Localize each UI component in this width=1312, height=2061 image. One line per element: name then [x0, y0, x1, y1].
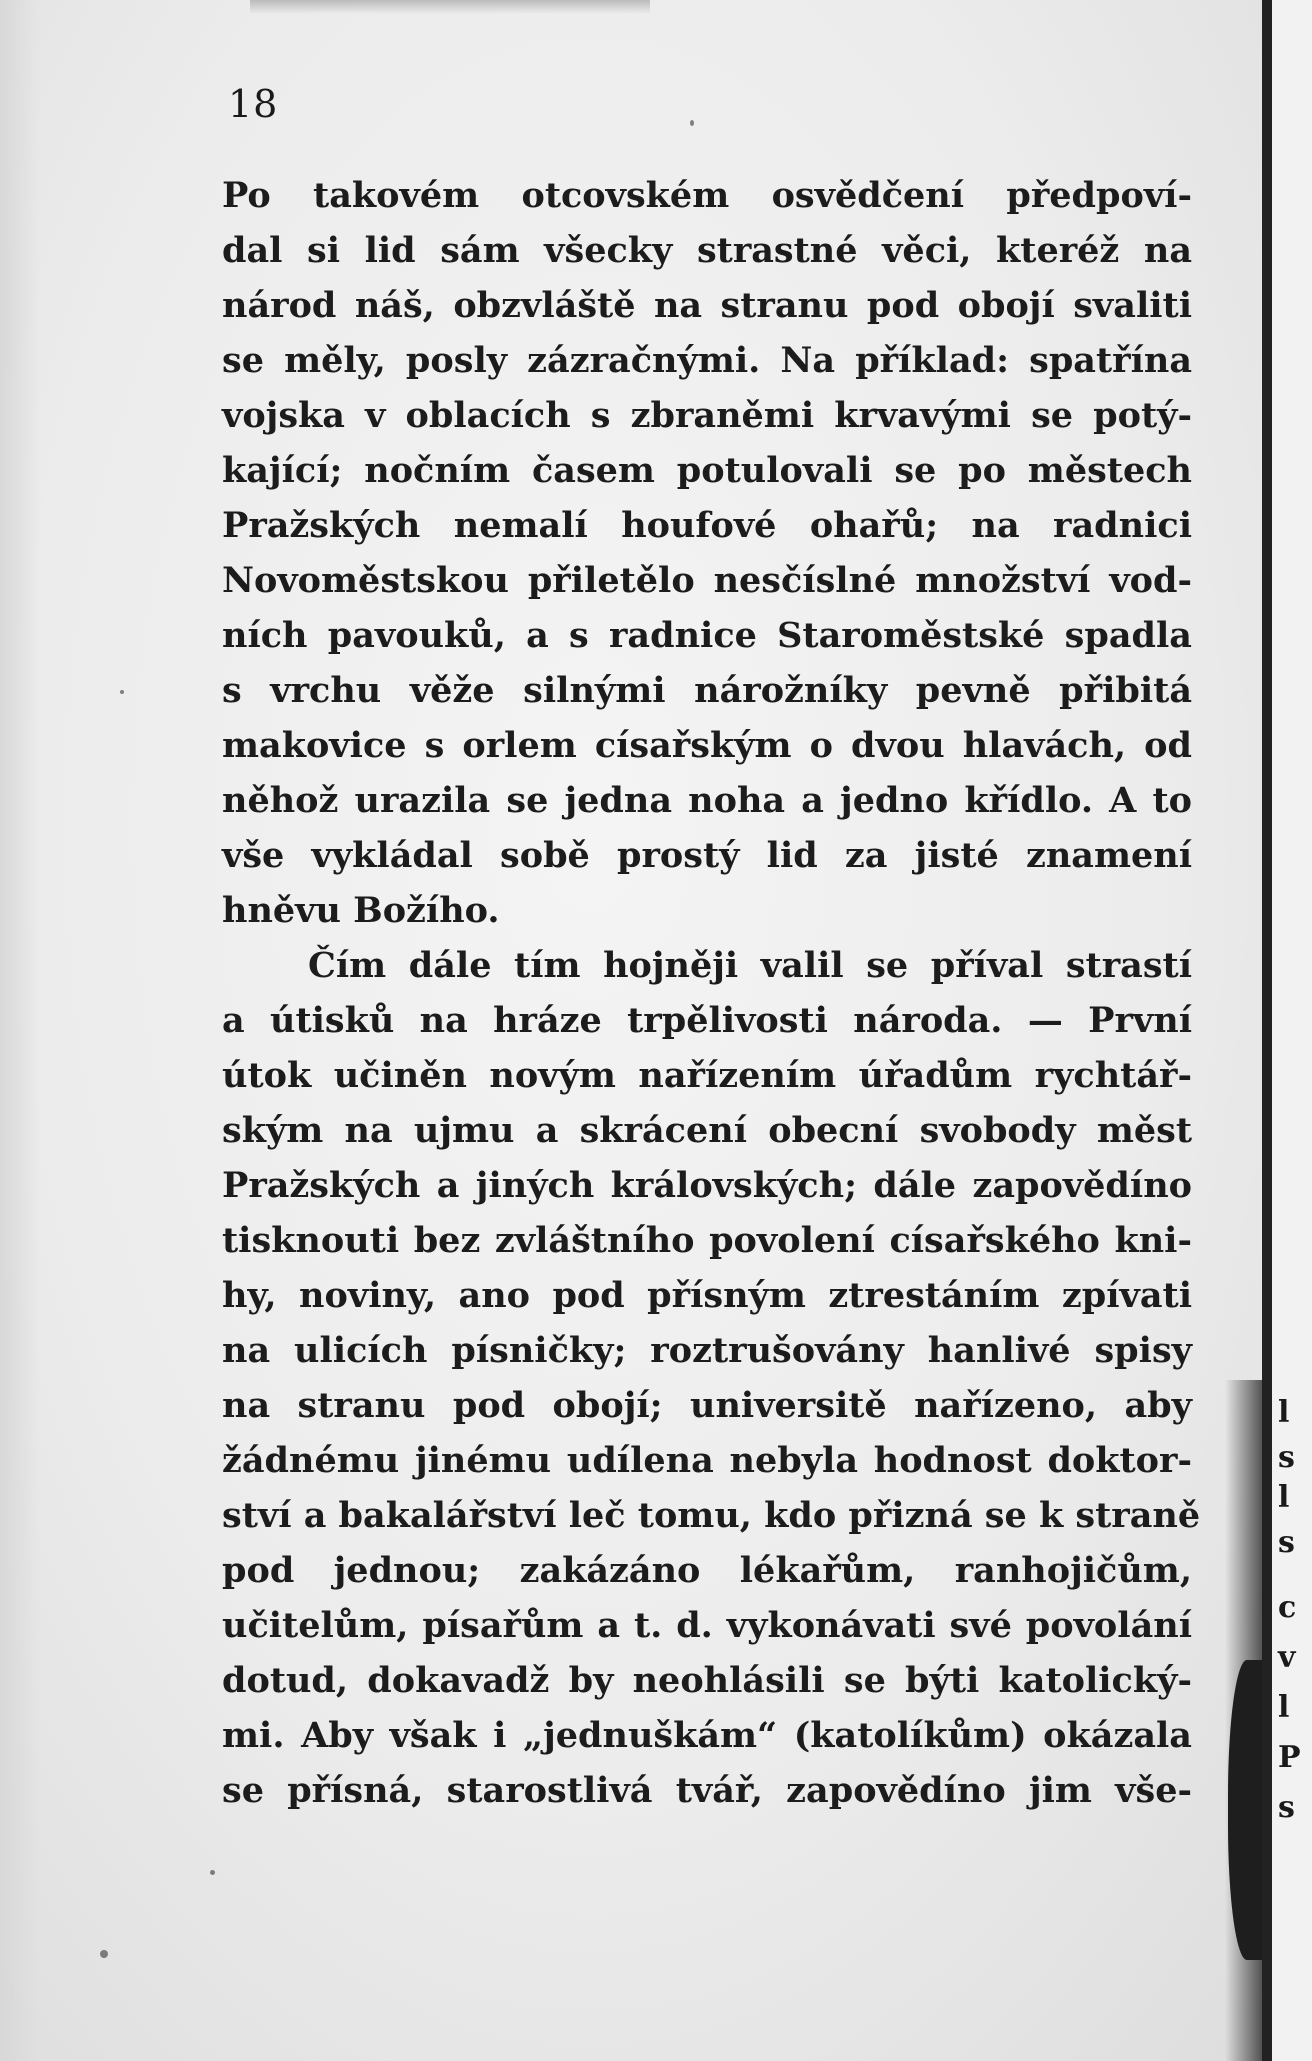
text-line: makovice s orlem císařským o dvou hlavách, od	[222, 725, 1192, 766]
text-line: útok učiněn novým nařízením úřadům rychtář-	[222, 1055, 1192, 1096]
next-page-letter: l	[1278, 1480, 1290, 1515]
print-speck	[120, 690, 124, 694]
text-line: něhož urazila se jedna noha a jedno křídlo. A to	[222, 780, 1192, 821]
text-line: a útisků na hráze trpělivosti národa. — První	[222, 1000, 1192, 1041]
text-line: Po takovém otcovském osvědčení předpoví-	[222, 175, 1192, 216]
text-line: ních pavouků, a s radnice Staroměstské spadla	[222, 615, 1192, 656]
text-line: dal si lid sám všecky strastné věci, kteréž na	[222, 230, 1192, 271]
text-line: na ulicích písničky; roztrušovány hanlivé spisy	[222, 1330, 1192, 1371]
next-page-letter: s	[1278, 1440, 1295, 1475]
paragraph-2	[222, 938, 1201, 1818]
text-line: hy, noviny, ano pod přísným ztrestáním zpívati	[222, 1275, 1192, 1316]
text-line: hněvu Božího.	[222, 890, 500, 931]
print-speck	[210, 1870, 215, 1875]
next-page-letter: v	[1278, 1640, 1296, 1675]
text-line: Pražských nemalí houfové ohařů; na radnici	[222, 505, 1192, 546]
text-line: mi. Aby však i „jednuškám“ (katolíkům) okázala	[222, 1715, 1192, 1756]
text-line: se přísná, starostlivá tvář, zapovědíno jim vše-	[222, 1770, 1192, 1811]
text-line: ství a bakalářství leč tomu, kdo přizná se k straně	[222, 1495, 1201, 1536]
text-line: na stranu pod obojí; universitě nařízeno, aby	[222, 1385, 1192, 1426]
text-line: vojska v oblacích s zbraněmi krvavými se potý-	[222, 395, 1192, 436]
text-line: Čím dále tím hojněji valil se příval strastí	[308, 945, 1192, 986]
text-line: dotud, dokavadž by neohlásili se býti katolický-	[222, 1660, 1192, 1701]
text-line: s vrchu věže silnými nárožníky pevně přibitá	[222, 670, 1192, 711]
paragraph-1	[222, 168, 1192, 938]
text-line: národ náš, obzvláště na stranu pod obojí svaliti	[222, 285, 1192, 326]
body-text	[222, 168, 1201, 1818]
text-line: Novoměstskou přiletělo nesčíslné množství vod-	[222, 560, 1192, 601]
text-line: ským na ujmu a skrácení obecní svobody měst	[222, 1110, 1192, 1151]
text-line: vše vykládal sobě prostý lid za jisté znamení	[222, 835, 1192, 876]
text-line: žádnému jinému udílena nebyla hodnost doktor-	[222, 1440, 1192, 1481]
text-line: Pražských a jiných královských; dále zapovědíno	[222, 1165, 1192, 1206]
page-top-edge-shadow	[250, 0, 650, 14]
next-page-letter: s	[1278, 1790, 1295, 1825]
print-speck	[100, 1950, 108, 1958]
page-number: 18	[228, 82, 279, 126]
next-page-letter: l	[1278, 1395, 1290, 1430]
next-page-letter: s	[1278, 1525, 1295, 1560]
text-line: kající; nočním časem potulovali se po městech	[222, 450, 1192, 491]
next-page-letter: c	[1278, 1590, 1297, 1625]
text-line: tisknouti bez zvláštního povolení císařského kni-	[222, 1220, 1192, 1261]
next-page-letter: l	[1278, 1690, 1290, 1725]
text-line: učitelům, písařům a t. d. vykonávati své povolání	[222, 1605, 1192, 1646]
next-page-edge	[1272, 0, 1312, 2061]
text-line: se měly, posly zázračnými. Na příklad: spatřína	[222, 340, 1192, 381]
text-line: pod jednou; zakázáno lékařům, ranhojičům,	[222, 1550, 1192, 1591]
next-page-letter: P	[1278, 1740, 1301, 1775]
print-speck	[690, 120, 694, 126]
page-left-shadow	[0, 0, 40, 2061]
page-gutter	[1262, 0, 1272, 2061]
